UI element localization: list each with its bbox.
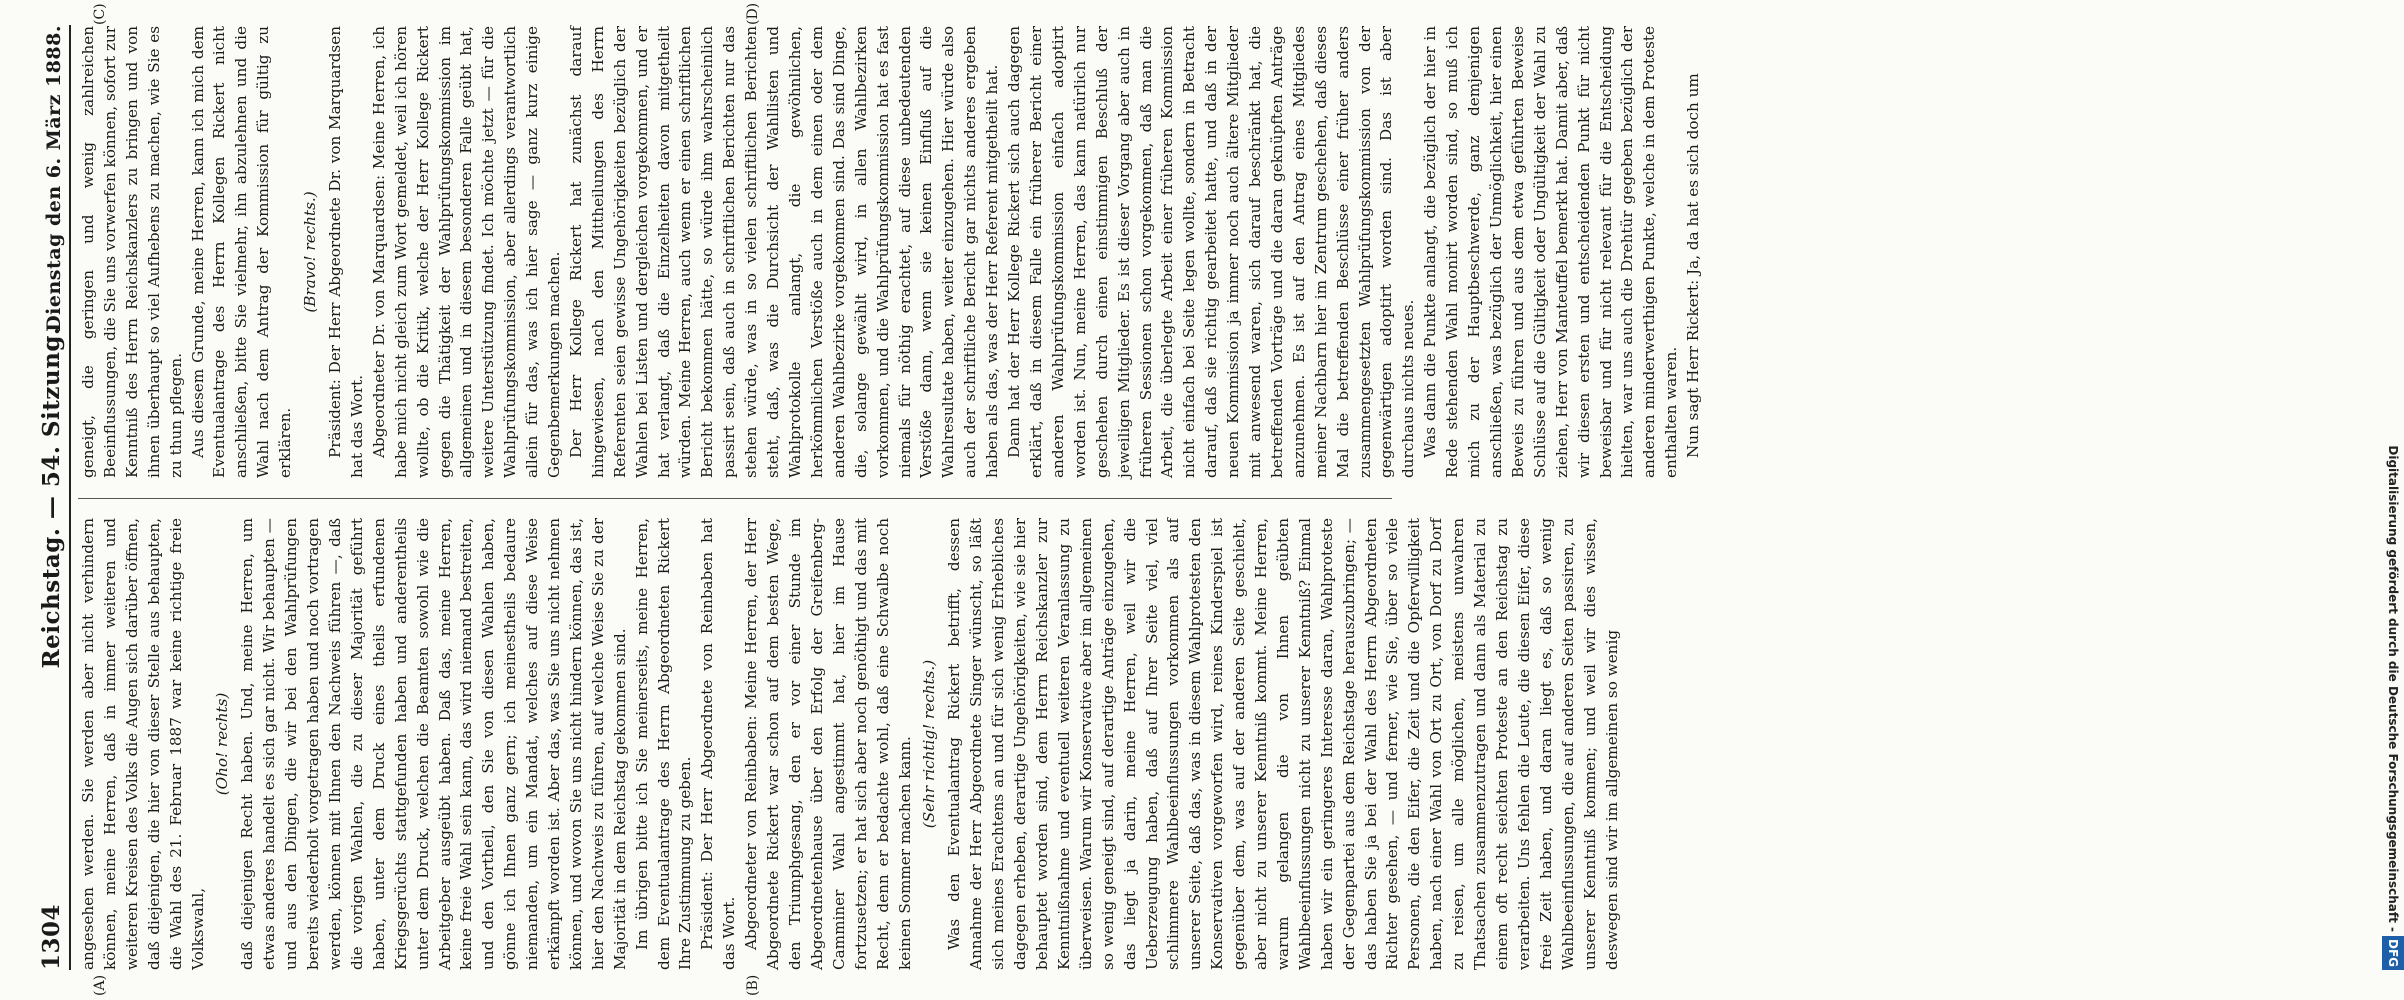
- paragraph: geneigt, die geringen und wenig zahlreichen Beeinflussungen, die Sie uns vorwerfen können, sofort zur Kenntniß des Herrn Reichskanzlers zu bringen und von ihnen überhaupt so viel Aufhebens zu machen, wie Sie es zu thun pflegen.: [79, 26, 185, 478]
- paragraph: Nun sagt Herr Rickert: Ja, da hat es sich doch um: [1684, 73, 1703, 458]
- interjection: (Sehr richtig! rechts.): [920, 659, 939, 829]
- page-number: 1304: [38, 903, 65, 970]
- paragraph: Was dann die Punkte anlangt, die bezüglich der hier in Rede stehenden Wahl monirt worden sind, so muß ich mich zu der Hauptbeschwerde, ganz demjenigen anschließen, was bezüglich der Unmöglichkeit, hier einen Beweis zu führen und aus dem etwa geführten Beweise Schlüsse auf die Gültigkeit oder Ungültigkeit der Wahl zu ziehen, Herr von Manteuffel bemerkt hat. Damit aber, daß wir diesen ersten und entscheidenden Punkt für nicht beweisbar und für nicht relevant für die Entscheidung hielten, war uns auch die Drehtür gegeben bezüglich der anderen minderwerthigen Punkte, welche in dem Proteste enthalten waren.: [1421, 26, 1681, 478]
- president-line: Präsident: Der Herr Abgeordnete von Reinbaben hat das Wort.: [698, 518, 739, 970]
- session-title: Reichstag. — 54. Sitzung.: [38, 326, 65, 669]
- paragraph: angesehen werden. Sie werden aber nicht verhindern können, meine Herren, daß in immer weiteren und weiteren Kreisen des Volks die Augen sich darüber öffnen, daß diejenigen, die hier von dieser Stelle aus behaupten, die Wahl des 21. Februar 1887 war keine richtige freie Volkswahl,: [79, 518, 207, 970]
- paragraph: Aus diesem Grunde, meine Herren, kann ich mich dem Eventualantrage des Herrn Kollegen Rickert nicht anschließen, bitte Sie vielmehr, ihn abzulehnen und die Wahl nach dem Antrag der Kommission für gültig zu erklären.: [188, 26, 295, 478]
- interjection: (Bravo! rechts.): [301, 191, 320, 313]
- paragraph: Im übrigen bitte ich Sie meinerseits, meine Herren, dem Eventualantrage des Herrn Abgeordneten Rickert Ihre Zustimmung zu geben.: [632, 518, 695, 970]
- paragraph: Was den Eventualantrag Rickert betrifft, dessen Annahme der Herr Abgeordnete Singer wünscht, so läßt sich meines Erachtens an und für sich wenig Erhebliches dagegen erheben, derartige Ungehörigkeiten, wie sie hier behauptet worden sind, dem Herrn Reichskanzler zur Kenntnißnahme und eventuell weiteren Veranlassung zu überweisen. Warum wir Konservative aber im allgemeinen so wenig geneigt sind, auf derartige Anträge einzugehen, das liegt ja darin, meine Herren, weil wir die Ueberzeugung haben, daß auf Ihrer Seite viel, viel schlimmere Wahlbeeinflussungen vorkommen als auf unserer Seite, daß das, was in diesem Wahlprotesten den Konservativen vorgeworfen wird, reines Kinderspiel ist gegenüber dem, was auf der anderen Seite geschieht, aber nicht zu unserer Kenntniß kommt. Meine Herren, warum gelangen die von Ihnen geübten Wahlbeeinflussungen nicht zu unserer Kenntniß? Einmal haben wir ein geringeres Interesse daran, Wahlproteste der Gegenpartei aus dem Reichstage herauszubringen; — das haben Sie ja bei der Wahl des Herrn Abgeordneten Richter gesehen, — und ferner, wie Sie, über so viele Personen, die den Eifer, die Zeit und die Opferwilligkeit haben, nach einer Wahl von Ort zu Ort, von Dorf zu Dorf zu reisen, um alle möglichen, meistens unwahren Thatsachen zusammenzutragen und dann als Material zu einem oft recht seichten Proteste an den Reichstag zu verarbeiten. Uns fehlen die Leute, die diesen Eifer, diese freie Zeit haben, und daran liegt es, daß so wenig Wahlbeeinflussungen, die auf anderen Seiten passiren, zu unserer Kenntniß kommen; und weil wir dies wissen, deswegen sind wir im allgemeinen so wenig: [945, 518, 1621, 970]
- paragraph: Dann hat der Herr Kollege Rickert sich auch dagegen erklärt, daß in diesem Falle ein früherer Bericht einer anderen Wahlprüfungskommission einfach adoptirt worden ist. Nun, meine Herren, das kann natürlich nur geschehen durch einen einstimmigen Beschluß der jeweiligen Mitglieder. Es ist dieser Vorgang aber auch in früheren Sessionen schon vorgekommen, daß man die Arbeit, die überlegte Arbeit einer früheren Kommission nicht einfach bei Seite legen wollte, sondern in Betracht darauf, daß sie richtig gearbeitet hatte, und daß in der neuen Kommission ja immer noch auch ältere Mitglieder mit anwesend waren, sich darauf beschränkt hat, die betreffenden Vorträge und die daran geknüpften Anträge anzunehmen. Es ist auf den Antrag eines Mitgliedes meiner Nachbarn hier im Zentrum geschehen, daß dieses Mal die betreffenden Beschlüsse einer früher anders zusammengesetzten Wahlprüfungskommission von der gegenwärtigen adoptirt worden sind. Das ist aber durchaus nichts neues.: [1005, 26, 1418, 478]
- speaker-paragraph: Abgeordneter Dr. von Marquardsen: Meine Herren, ich habe mich nicht gleich zum Wort gemeldet, weil ich hören wollte, ob die Kritik, welche der Herr Kollege Rickert gegen die Thätigkeit der Wahlprüfungskommission im allgemeinen und in diesem besonderen Falle geübt hat, weitere Unterstützung findet. Ich möchte jetzt — für die Wahlprüfungskommission, aber allerdings verantwortlich allein für das, was ich hier sage — ganz kurz einige Gegenbemerkungen machen.: [369, 26, 564, 478]
- margin-marker-b: (B): [745, 974, 761, 996]
- speaker-paragraph: Abgeordneter von Reinbaben: Meine Herren, der Herr Abgeordnete Rickert war schon auf dem besten Wege, den Triumphgesang, den er vor einer Stunde im Abgeordnetenhause über den Erfolg der Greifenberg-Camminer Wahl angestimmt hat, hier im Hause fortzusetzen; er hat sich aber noch genöthigt und das mit Recht, denn er bedachte wohl, daß eine Schwalbe noch keinen Sommer machen kann.: [742, 518, 914, 970]
- paragraph: Der Herr Kollege Rickert hat zunächst darauf hingewiesen, nach den Mittheilungen des Herrn Referenten seien gewisse Ungehörigkeiten bezüglich der Wahlen bei Listen und dergleichen vorgekommen, und er hat verlangt, daß die Einzelheiten davon mitgetheilt würden. Meine Herren, auch wenn er einen schriftlichen Bericht bekommen hätte, so würde ihm wahrscheinlich passirt sein, daß auch in schriftlichen Berichten nur das stehen würde, was in so vielen schriftlichen Berichten steht, daß, was die Durchsicht der Wahllisten und Wahlprotokolle anlangt, die gewöhnlichen, herkömmlichen Verstöße auch in dem einen oder dem anderen Wahlbezirke vorgekommen sind. Das sind Dinge, die, solange gewählt wird, in allen Wahlbezirken vorkommen, und die Wahlprüfungskommission hat es fast niemals für nöthig erachtet, auf diese unbedeutenden Verstöße dann, wenn sie keinen Einfluß auf die Wahlresultate haben, weiter einzugehen. Hier würde also auch der schriftliche Bericht gar nichts anderes ergeben haben als das, was der Herr Referent mitgetheilt hat.: [566, 26, 1002, 478]
- right-column: [78, 26, 1703, 478]
- left-column: [78, 518, 1621, 970]
- session-date: Dienstag den 6. März 1888.: [43, 25, 65, 332]
- watermark-text-line: [2382, 10, 2404, 970]
- dfg-logo: DFG: [2382, 936, 2404, 970]
- president-line: Präsident: Der Herr Abgeordnete Dr. von Marquardsen hat das Wort.: [325, 26, 366, 478]
- column-divider: [78, 498, 1392, 499]
- paragraph: daß diejenigen Recht haben. Und, meine Herren, um etwas anderes handelt es sich gar nicht. Wir behaupten — und aus den Dingen, die wir bei den Wahlprüfungen bereits wiederholt vorgetragen haben und noch vortragen werden, können mit Ihnen den Nachweis führen —, daß die vorigen Wahlen, die zu dieser Majorität geführt haben, unter dem Druck eines theils erfundenen Kriegsgerüchts stattgefunden haben und anderentheils unter dem Druck, welchen die Beamten sowohl wie die Arbeitgeber ausgeübt haben. Daß das, meine Herren, keine freie Wahl sein kann, das wird niemand bestreiten, und den Vortheil, den Sie von diesen Wahlen haben, gönne ich Ihnen ganz gern; ich meinestheils bedaure niemanden, um ein Mandat, welches auf diese Weise erkämpft worden ist. Aber das, was Sie uns nicht nehmen können, und wovon Sie uns nicht hindern können, das ist, hier den Nachweis zu führen, auf welche Weise Sie zu der Majorität in dem Reichstag gekommen sind.: [238, 518, 629, 970]
- margin-marker-a: (A): [92, 974, 108, 996]
- page-header: [35, 25, 71, 970]
- watermark-text: Digitalisierung gefördert durch die Deutsche Forschungsgemeinschaft -: [2386, 445, 2400, 932]
- margin-marker-c: (C): [92, 3, 108, 25]
- margin-marker-d: (D): [745, 2, 761, 25]
- interjection: (Oho! rechts): [213, 692, 232, 796]
